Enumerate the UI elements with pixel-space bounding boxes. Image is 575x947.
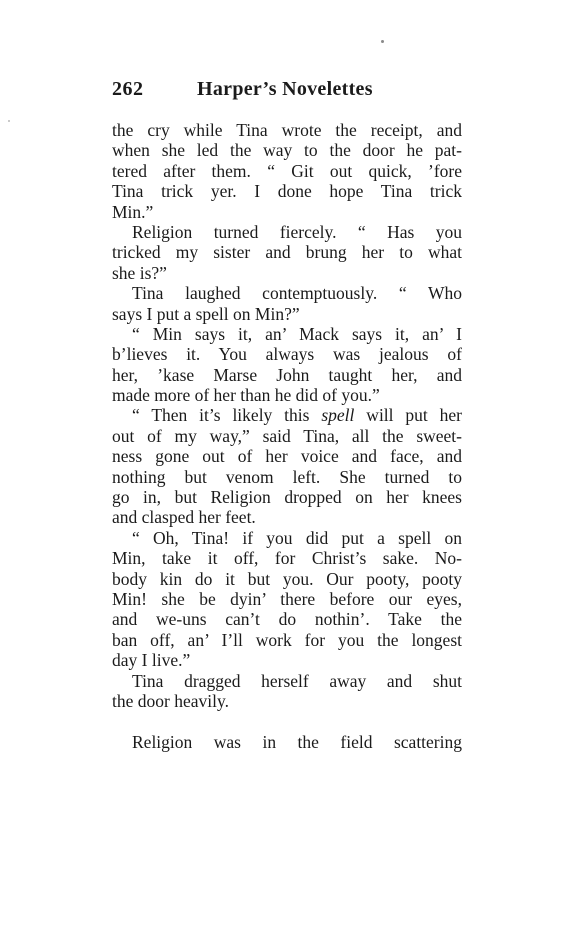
text-line: ness gone out of her voice and face, and	[112, 446, 462, 467]
italic-word: spell	[321, 405, 355, 426]
text-line: Tina dragged herself away and shut	[132, 670, 462, 691]
text-line: Tina laughed contemptuously. “ Who	[132, 283, 462, 304]
text-line: b’lieves it. You always was jealous of	[112, 344, 462, 365]
text-line: Min, take it off, for Christ’s sake. No-	[112, 548, 462, 569]
text-line: made more of her than he did of you.”	[112, 385, 380, 406]
text-line: nothing but venom left. She turned to	[112, 466, 462, 487]
paper-speck	[381, 40, 384, 43]
running-title: Harper’s Novelettes	[197, 78, 373, 100]
text-line: Min! she be dyin’ there before our eyes,	[112, 588, 462, 609]
text-line: the door heavily.	[112, 690, 229, 711]
text-line: “ Oh, Tina! if you did put a spell on	[132, 527, 462, 548]
text-line: she is?”	[112, 262, 167, 283]
text-line: out of my way,” said Tina, all the sweet-	[112, 425, 462, 446]
text-line: the cry while Tina wrote the receipt, and	[112, 120, 462, 140]
text-line: and we-uns can’t do nothin’. Take the	[112, 609, 462, 630]
text-line: ban off, an’ I’ll work for you the longest	[112, 629, 462, 650]
text-line: Min.”	[112, 201, 154, 222]
body-text	[112, 120, 462, 753]
text-line: says I put a spell on Min?”	[112, 303, 300, 324]
page-number: 262	[112, 78, 144, 100]
section-break	[112, 711, 462, 732]
text-line: tricked my sister and brung her to what	[112, 242, 462, 263]
paper-speck	[8, 120, 10, 122]
text-line: body kin do it but you. Our pooty, pooty	[112, 568, 462, 589]
text-line: and clasped her feet.	[112, 507, 256, 528]
text-line: “ Min says it, an’ Mack says it, an’ I	[132, 323, 462, 344]
running-head	[112, 78, 462, 106]
text-line	[112, 405, 462, 425]
text-line: Religion turned fiercely. “ Has you	[132, 221, 462, 242]
text-line: tered after them. “ Git out quick, ’fore	[112, 160, 462, 181]
text-segment: will put her	[354, 405, 462, 426]
text-line: Tina trick yer. I done hope Tina trick	[112, 181, 462, 202]
text-segment: “ Then it’s likely this	[132, 405, 322, 426]
text-line: when she led the way to the door he pat-	[112, 140, 462, 161]
text-line: her, ’kase Marse John taught her, and	[112, 364, 462, 385]
text-line: go in, but Religion dropped on her knees	[112, 487, 462, 508]
text-line: day I live.”	[112, 650, 191, 671]
text-line: Religion was in the field scattering	[132, 732, 462, 753]
